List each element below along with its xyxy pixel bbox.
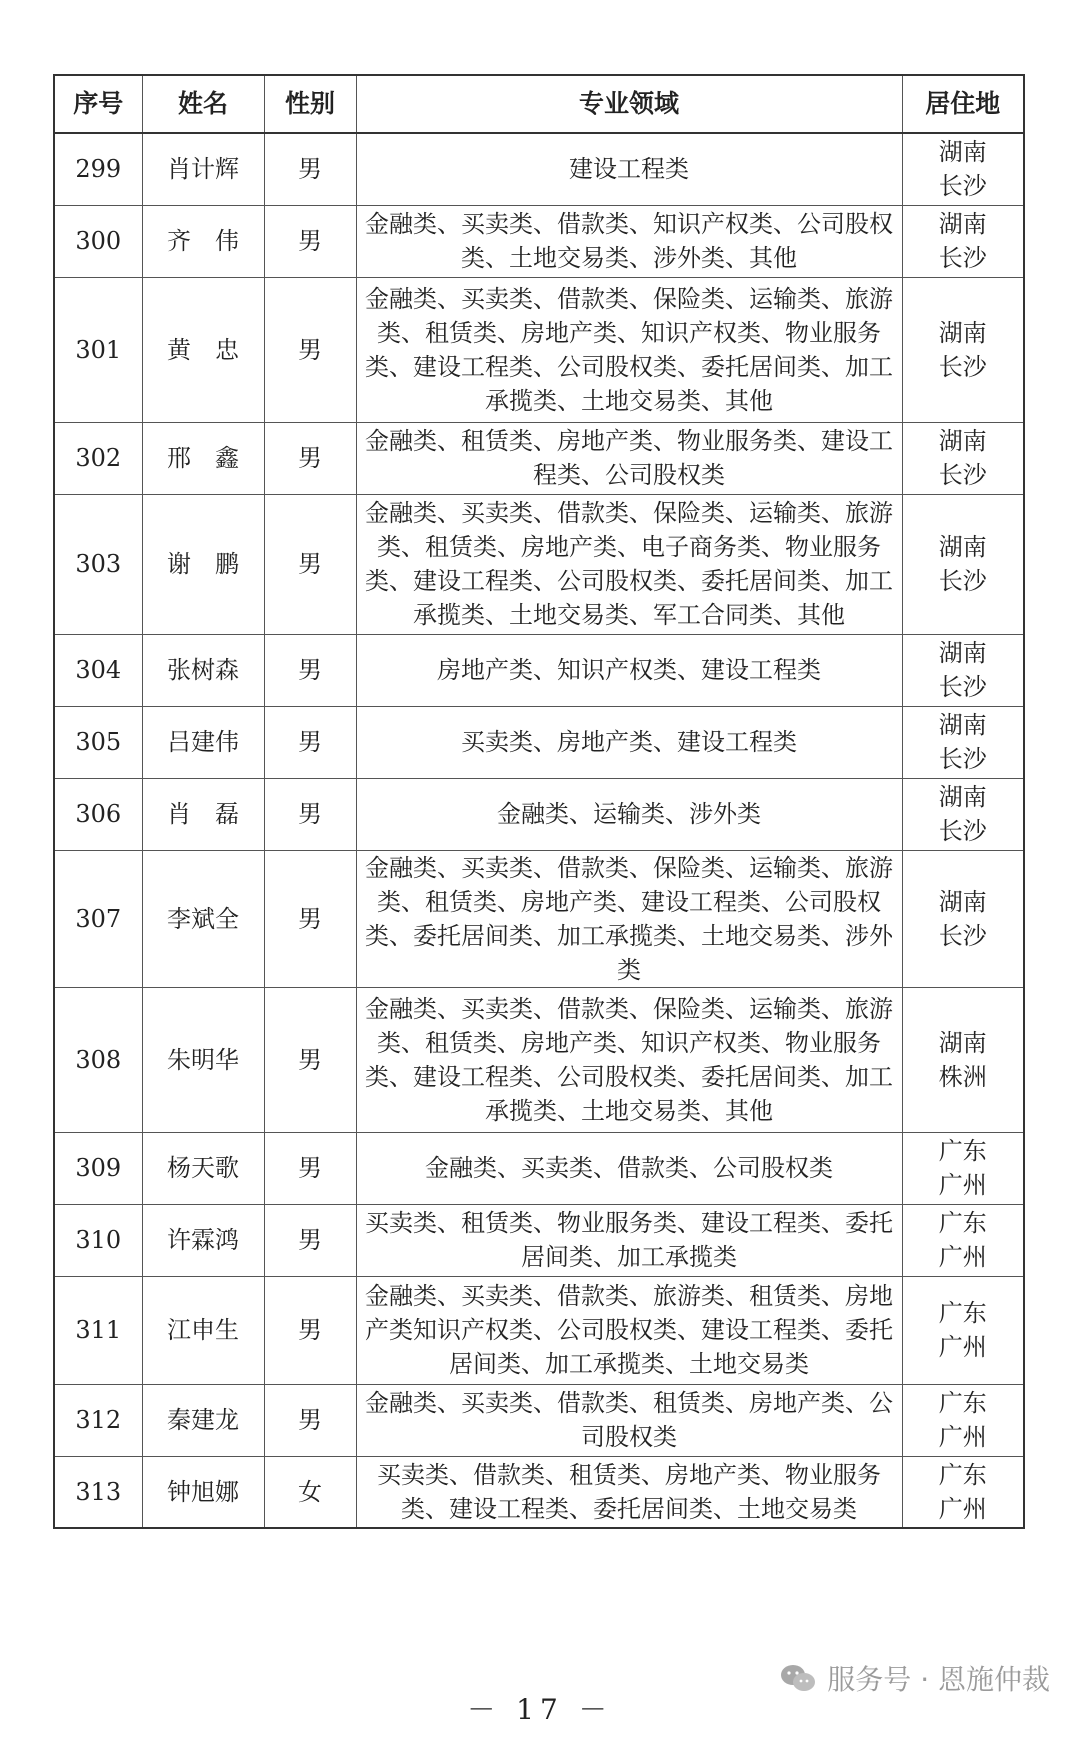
table-row (54, 850, 1024, 987)
location-province: 湖南 (938, 210, 987, 238)
location-city: 长沙 (938, 567, 987, 595)
table-row (54, 1276, 1024, 1384)
location-province: 广东 (938, 1389, 987, 1417)
cell-location (902, 1384, 1024, 1456)
cell-no: 311 (54, 1276, 142, 1384)
wechat-icon (779, 1663, 817, 1693)
cell-name: 钟旭娜 (142, 1456, 264, 1528)
cell-no: 308 (54, 987, 142, 1132)
cell-no: 307 (54, 850, 142, 987)
location-city: 长沙 (938, 673, 987, 701)
location-province: 湖南 (938, 639, 987, 667)
header-name: 姓名 (142, 75, 264, 133)
location-city: 广州 (938, 1494, 987, 1523)
cell-gender: 男 (264, 494, 356, 634)
cell-no: 304 (54, 634, 142, 706)
cell-gender: 男 (264, 1384, 356, 1456)
cell-no: 305 (54, 706, 142, 778)
cell-name: 江申生 (142, 1276, 264, 1384)
cell-location (902, 205, 1024, 277)
cell-location (902, 706, 1024, 778)
cell-no: 299 (54, 133, 142, 205)
cell-field: 金融类、买卖类、借款类、旅游类、租赁类、房地产类知识产权类、公司股权类、建设工程类、委托居间类、加工承揽类、土地交易类 (356, 1276, 902, 1384)
location-city: 长沙 (938, 461, 987, 489)
location-province: 湖南 (938, 887, 987, 916)
cell-location (902, 850, 1024, 987)
location-city: 长沙 (938, 921, 987, 950)
cell-field: 买卖类、租赁类、物业服务类、建设工程类、委托居间类、加工承揽类 (356, 1204, 902, 1276)
cell-gender: 男 (264, 422, 356, 494)
location-province: 广东 (938, 1209, 987, 1237)
location-province: 广东 (938, 1299, 987, 1327)
cell-no: 309 (54, 1132, 142, 1204)
table-row (54, 778, 1024, 850)
cell-gender: 男 (264, 277, 356, 422)
cell-no: 313 (54, 1456, 142, 1528)
table-row (54, 706, 1024, 778)
cell-location (902, 634, 1024, 706)
table-row (54, 1132, 1024, 1204)
cell-field: 建设工程类 (356, 133, 902, 205)
cell-field: 金融类、运输类、涉外类 (356, 778, 902, 850)
cell-no: 303 (54, 494, 142, 634)
cell-name: 朱明华 (142, 987, 264, 1132)
cell-no: 301 (54, 277, 142, 422)
cell-name: 秦建龙 (142, 1384, 264, 1456)
cell-field: 金融类、买卖类、借款类、保险类、运输类、旅游类、租赁类、房地产类、电子商务类、物业服务类、建设工程类、公司股权类、委托居间类、加工承揽类、土地交易类、军工合同类、其他 (356, 494, 902, 634)
cell-location (902, 987, 1024, 1132)
location-province: 湖南 (938, 533, 987, 561)
location-province: 湖南 (938, 711, 987, 739)
cell-location (902, 1132, 1024, 1204)
cell-name: 杨天歌 (142, 1132, 264, 1204)
cell-name: 张树森 (142, 634, 264, 706)
header-gender: 性别 (264, 75, 356, 133)
location-city: 长沙 (938, 817, 987, 845)
table-row (54, 634, 1024, 706)
location-city: 长沙 (938, 745, 987, 773)
cell-location (902, 778, 1024, 850)
cell-location (902, 1276, 1024, 1384)
table-row (54, 1384, 1024, 1456)
cell-name: 吕建伟 (142, 706, 264, 778)
cell-name: 肖 磊 (142, 778, 264, 850)
header-location: 居住地 (902, 75, 1024, 133)
table-row (54, 1456, 1024, 1528)
location-province: 湖南 (938, 427, 987, 455)
location-province: 湖南 (938, 1028, 987, 1057)
table-row (54, 1204, 1024, 1276)
cell-gender: 男 (264, 205, 356, 277)
cell-field: 金融类、买卖类、借款类、租赁类、房地产类、公司股权类 (356, 1384, 902, 1456)
cell-name: 许霖鸿 (142, 1204, 264, 1276)
watermark (779, 1658, 1050, 1698)
location-province: 广东 (938, 1460, 987, 1489)
cell-field: 金融类、租赁类、房地产类、物业服务类、建设工程类、公司股权类 (356, 422, 902, 494)
table-row (54, 494, 1024, 634)
cell-field: 买卖类、借款类、租赁类、房地产类、物业服务类、建设工程类、委托居间类、土地交易类 (356, 1456, 902, 1528)
table-header-row (54, 75, 1024, 133)
table-row (54, 277, 1024, 422)
cell-name: 李斌全 (142, 850, 264, 987)
cell-location (902, 1204, 1024, 1276)
location-city: 株洲 (938, 1062, 987, 1091)
location-city: 长沙 (938, 244, 987, 272)
cell-location (902, 277, 1024, 422)
cell-name: 肖计辉 (142, 133, 264, 205)
cell-field: 金融类、买卖类、借款类、保险类、运输类、旅游类、租赁类、房地产类、知识产权类、物业服务类、建设工程类、公司股权类、委托居间类、加工承揽类、土地交易类、其他 (356, 987, 902, 1132)
cell-gender: 男 (264, 778, 356, 850)
cell-field: 金融类、买卖类、借款类、知识产权类、公司股权类、土地交易类、涉外类、其他 (356, 205, 902, 277)
cell-location (902, 494, 1024, 634)
cell-gender: 女 (264, 1456, 356, 1528)
cell-name: 邢 鑫 (142, 422, 264, 494)
cell-no: 306 (54, 778, 142, 850)
cell-field: 金融类、买卖类、借款类、保险类、运输类、旅游类、租赁类、房地产类、知识产权类、物业服务类、建设工程类、公司股权类、委托居间类、加工承揽类、土地交易类、其他 (356, 277, 902, 422)
page-number: － 17 － (467, 1693, 613, 1726)
location-city: 广州 (938, 1171, 987, 1199)
table-row (54, 205, 1024, 277)
location-city: 广州 (938, 1423, 987, 1451)
cell-no: 300 (54, 205, 142, 277)
header-no: 序号 (54, 75, 142, 133)
cell-gender: 男 (264, 1204, 356, 1276)
cell-gender: 男 (264, 1276, 356, 1384)
cell-location (902, 422, 1024, 494)
table-row (54, 987, 1024, 1132)
cell-location (902, 1456, 1024, 1528)
cell-field: 房地产类、知识产权类、建设工程类 (356, 634, 902, 706)
cell-name: 谢 鹏 (142, 494, 264, 634)
cell-location (902, 133, 1024, 205)
location-province: 湖南 (938, 318, 987, 347)
location-city: 长沙 (938, 352, 987, 381)
header-field: 专业领域 (356, 75, 902, 133)
cell-gender: 男 (264, 133, 356, 205)
location-city: 广州 (938, 1243, 987, 1271)
cell-gender: 男 (264, 706, 356, 778)
cell-gender: 男 (264, 987, 356, 1132)
cell-field: 金融类、买卖类、借款类、公司股权类 (356, 1132, 902, 1204)
table-row (54, 133, 1024, 205)
cell-field: 买卖类、房地产类、建设工程类 (356, 706, 902, 778)
cell-no: 310 (54, 1204, 142, 1276)
location-city: 广州 (938, 1333, 987, 1361)
cell-no: 312 (54, 1384, 142, 1456)
location-province: 湖南 (938, 783, 987, 811)
cell-no: 302 (54, 422, 142, 494)
location-city: 长沙 (938, 172, 987, 201)
location-province: 广东 (938, 1137, 987, 1165)
location-province: 湖南 (938, 138, 987, 167)
cell-gender: 男 (264, 1132, 356, 1204)
cell-gender: 男 (264, 634, 356, 706)
cell-field: 金融类、买卖类、借款类、保险类、运输类、旅游类、租赁类、房地产类、建设工程类、公司股权类、委托居间类、加工承揽类、土地交易类、涉外类 (356, 850, 902, 987)
cell-name: 齐 伟 (142, 205, 264, 277)
arbitrator-table (53, 74, 1025, 1529)
table-row (54, 422, 1024, 494)
watermark-text: 服务号 · 恩施仲裁 (827, 1663, 1050, 1696)
cell-name: 黄 忠 (142, 277, 264, 422)
cell-gender: 男 (264, 850, 356, 987)
